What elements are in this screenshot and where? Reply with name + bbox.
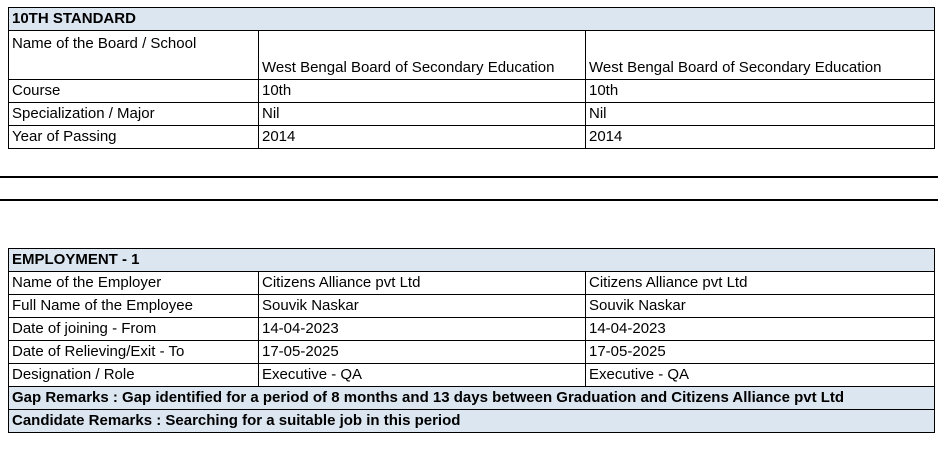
row-value-2: 2014: [586, 126, 935, 149]
education-table: [8, 7, 935, 149]
table-row: [9, 80, 935, 103]
table-row: [9, 31, 935, 80]
gap-remarks-row: [9, 387, 935, 410]
row-value-2: Nil: [586, 103, 935, 126]
row-value-1: Souvik Naskar: [259, 295, 586, 318]
employment-table: [8, 248, 935, 433]
row-value-2: Citizens Alliance pvt Ltd: [586, 272, 935, 295]
row-value-1: Nil: [259, 103, 586, 126]
table-row: [9, 272, 935, 295]
row-label: Designation / Role: [9, 364, 259, 387]
gap-remarks: Gap Remarks : Gap identified for a period of 8 months and 13 days between Graduation and Citizens Alliance pvt Ltd: [9, 387, 935, 410]
row-label: Specialization / Major: [9, 103, 259, 126]
divider-top: [0, 176, 938, 178]
row-value-1: Executive - QA: [259, 364, 586, 387]
row-value-2: 10th: [586, 80, 935, 103]
table-row: [9, 364, 935, 387]
candidate-remarks-row: [9, 410, 935, 433]
education-header-row: [9, 8, 935, 31]
row-label: Year of Passing: [9, 126, 259, 149]
employment-header-row: [9, 249, 935, 272]
table-row: [9, 103, 935, 126]
row-value-2: Executive - QA: [586, 364, 935, 387]
row-label: Name of the Employer: [9, 272, 259, 295]
row-label: Date of joining - From: [9, 318, 259, 341]
row-label: Course: [9, 80, 259, 103]
education-title: 10TH STANDARD: [9, 8, 935, 31]
row-value-2: Souvik Naskar: [586, 295, 935, 318]
row-label: Date of Relieving/Exit - To: [9, 341, 259, 364]
divider-bottom: [0, 199, 938, 201]
row-value-2: 14-04-2023: [586, 318, 935, 341]
row-value-1: 17-05-2025: [259, 341, 586, 364]
row-value-1: 2014: [259, 126, 586, 149]
table-row: [9, 318, 935, 341]
row-value-1: 10th: [259, 80, 586, 103]
row-value-1: 14-04-2023: [259, 318, 586, 341]
employment-title: EMPLOYMENT - 1: [9, 249, 935, 272]
table-row: [9, 341, 935, 364]
row-value-1: Citizens Alliance pvt Ltd: [259, 272, 586, 295]
candidate-remarks: Candidate Remarks : Searching for a suitable job in this period: [9, 410, 935, 433]
row-value-2: West Bengal Board of Secondary Education: [586, 31, 935, 80]
row-value-1: West Bengal Board of Secondary Education: [259, 31, 586, 80]
table-row: [9, 126, 935, 149]
table-row: [9, 295, 935, 318]
row-label: Name of the Board / School: [9, 31, 259, 80]
row-value-2: 17-05-2025: [586, 341, 935, 364]
row-label: Full Name of the Employee: [9, 295, 259, 318]
